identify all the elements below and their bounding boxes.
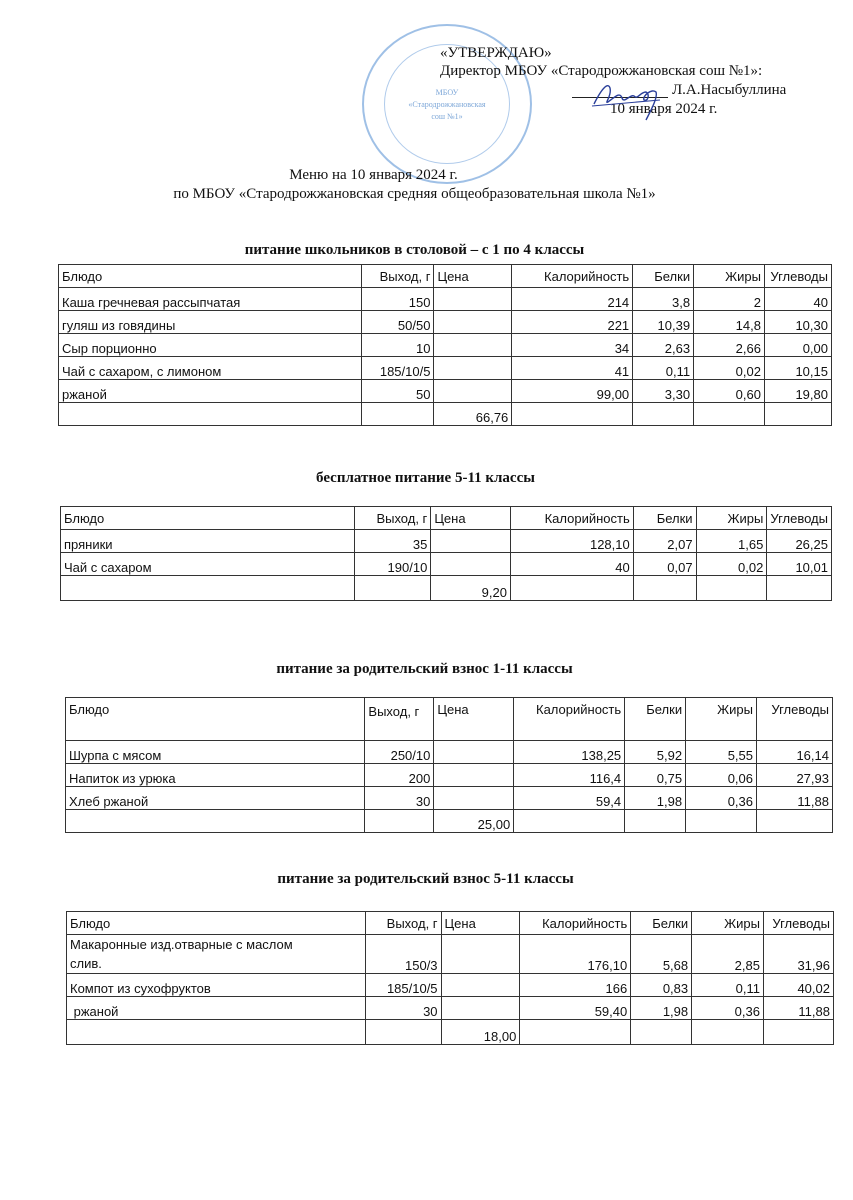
dish-name: ржаной <box>67 997 366 1020</box>
carbs-value: 10,30 <box>764 311 831 334</box>
column-header-carbs: Углеводы <box>757 698 833 741</box>
protein-value: 3,8 <box>633 288 694 311</box>
table-header-row <box>66 698 833 741</box>
column-header-fat: Жиры <box>694 265 765 288</box>
table-row <box>66 787 833 810</box>
table-header-row <box>61 507 832 530</box>
protein-value: 2,63 <box>633 334 694 357</box>
price-value <box>441 974 520 997</box>
column-header-carbs: Углеводы <box>764 265 831 288</box>
empty-cell <box>763 1020 833 1045</box>
calories-value: 138,25 <box>514 741 625 764</box>
stamp-text-line: «Стародрожжановская <box>408 100 486 109</box>
calories-value: 176,10 <box>520 935 631 974</box>
calories-value: 128,10 <box>510 530 633 553</box>
signature-icon <box>590 78 670 123</box>
column-header-price: Цена <box>434 265 512 288</box>
fat-value: 2,85 <box>692 935 764 974</box>
column-header-price: Цена <box>431 507 511 530</box>
column-header-protein: Белки <box>631 912 692 935</box>
empty-cell <box>625 810 686 833</box>
table-header-row <box>67 912 834 935</box>
section-title <box>0 242 853 259</box>
price-value <box>434 334 512 357</box>
yield-value: 190/10 <box>355 553 431 576</box>
menu-table-parent-1-11 <box>65 697 833 833</box>
column-header-calories: Калорийность <box>510 507 633 530</box>
section-title-text: бесплатное питание 5-11 классы <box>316 470 535 486</box>
section-title-text: питание за родительский взнос 5-11 классы <box>277 871 574 887</box>
price-value <box>434 741 514 764</box>
table-row <box>67 974 834 997</box>
fat-value: 0,36 <box>692 997 764 1020</box>
dish-name: Компот из сухофруктов <box>67 974 366 997</box>
price-value <box>431 553 511 576</box>
dish-name: Каша гречневая рассыпчатая <box>59 288 362 311</box>
carbs-value: 40,02 <box>763 974 833 997</box>
protein-value: 0,07 <box>633 553 696 576</box>
empty-cell <box>633 403 694 426</box>
fat-value: 0,06 <box>686 764 757 787</box>
column-header-dish: Блюдо <box>59 265 362 288</box>
column-header-yield: Выход, г <box>355 507 431 530</box>
dish-name: Чай с сахаром <box>61 553 355 576</box>
carbs-value: 10,01 <box>767 553 832 576</box>
total-row <box>61 576 832 601</box>
empty-cell <box>59 403 362 426</box>
carbs-value: 16,14 <box>757 741 833 764</box>
fat-value: 5,55 <box>686 741 757 764</box>
table-row <box>66 764 833 787</box>
price-value <box>434 357 512 380</box>
column-header-dish: Блюдо <box>61 507 355 530</box>
empty-cell <box>510 576 633 601</box>
calories-value: 166 <box>520 974 631 997</box>
table-row <box>59 288 832 311</box>
menu-title-text: Меню на 10 января 2024 г. <box>289 167 458 183</box>
protein-value: 0,75 <box>625 764 686 787</box>
calories-value: 214 <box>512 288 633 311</box>
menu-table-grades-1-4 <box>58 264 832 426</box>
column-header-fat: Жиры <box>696 507 767 530</box>
total-price: 9,20 <box>431 576 511 601</box>
dish-name: Напиток из урюка <box>66 764 365 787</box>
yield-value: 200 <box>365 764 434 787</box>
section-title <box>0 470 853 487</box>
column-header-calories: Калорийность <box>514 698 625 741</box>
table-row <box>61 530 832 553</box>
dish-name: Хлеб ржаной <box>66 787 365 810</box>
column-header-fat: Жиры <box>686 698 757 741</box>
section-title <box>0 661 853 678</box>
empty-cell <box>361 403 434 426</box>
dish-name: пряники <box>61 530 355 553</box>
price-value <box>434 288 512 311</box>
dish-name: Сыр порционно <box>59 334 362 357</box>
dish-name: Шурпа с мясом <box>66 741 365 764</box>
section-title <box>0 871 853 888</box>
price-value <box>434 787 514 810</box>
yield-value: 150 <box>361 288 434 311</box>
yield-value: 185/10/5 <box>365 974 441 997</box>
total-price: 18,00 <box>441 1020 520 1045</box>
fat-value: 0,02 <box>694 357 765 380</box>
empty-cell <box>365 810 434 833</box>
empty-cell <box>757 810 833 833</box>
fat-value: 2 <box>694 288 765 311</box>
carbs-value: 10,15 <box>764 357 831 380</box>
table-row <box>59 357 832 380</box>
column-header-dish: Блюдо <box>67 912 366 935</box>
total-row <box>59 403 832 426</box>
yield-value: 35 <box>355 530 431 553</box>
calories-value: 34 <box>512 334 633 357</box>
empty-cell <box>631 1020 692 1045</box>
empty-cell <box>61 576 355 601</box>
total-price: 25,00 <box>434 810 514 833</box>
empty-cell <box>692 1020 764 1045</box>
carbs-value: 26,25 <box>767 530 832 553</box>
carbs-value: 0,00 <box>764 334 831 357</box>
carbs-value: 11,88 <box>763 997 833 1020</box>
dish-name: ржаной <box>59 380 362 403</box>
fat-value: 14,8 <box>694 311 765 334</box>
fat-value: 0,02 <box>696 553 767 576</box>
price-value <box>434 311 512 334</box>
carbs-value: 11,88 <box>757 787 833 810</box>
table-row <box>59 334 832 357</box>
dish-name: Чай с сахаром, с лимоном <box>59 357 362 380</box>
stamp-text-line: МБОУ <box>435 88 459 97</box>
column-header-yield: Выход, г <box>365 912 441 935</box>
carbs-value: 31,96 <box>763 935 833 974</box>
protein-value: 5,68 <box>631 935 692 974</box>
dish-name-line2: слив. <box>70 956 102 971</box>
protein-value: 2,07 <box>633 530 696 553</box>
table-row <box>66 741 833 764</box>
table-row <box>59 311 832 334</box>
carbs-value: 27,93 <box>757 764 833 787</box>
empty-cell <box>694 403 765 426</box>
total-price: 66,76 <box>434 403 512 426</box>
yield-value: 30 <box>365 787 434 810</box>
empty-cell <box>633 576 696 601</box>
protein-value: 0,11 <box>633 357 694 380</box>
column-header-yield: Выход, г <box>365 698 434 741</box>
yield-value: 50/50 <box>361 311 434 334</box>
protein-value: 0,83 <box>631 974 692 997</box>
column-header-dish: Блюдо <box>66 698 365 741</box>
yield-value: 30 <box>365 997 441 1020</box>
calories-value: 59,4 <box>514 787 625 810</box>
fat-value: 2,66 <box>694 334 765 357</box>
protein-value: 1,98 <box>625 787 686 810</box>
fat-value: 0,36 <box>686 787 757 810</box>
menu-table-free-5-11 <box>60 506 832 601</box>
calories-value: 116,4 <box>514 764 625 787</box>
table-row <box>67 997 834 1020</box>
protein-value: 3,30 <box>633 380 694 403</box>
column-header-calories: Калорийность <box>512 265 633 288</box>
column-header-protein: Белки <box>625 698 686 741</box>
section-title-text: питание за родительский взнос 1-11 классы <box>276 661 573 677</box>
fat-value: 0,60 <box>694 380 765 403</box>
yield-value: 50 <box>361 380 434 403</box>
price-value <box>441 997 520 1020</box>
empty-cell <box>365 1020 441 1045</box>
table-row <box>59 380 832 403</box>
fat-value: 1,65 <box>696 530 767 553</box>
empty-cell <box>66 810 365 833</box>
dish-name <box>67 935 366 974</box>
column-header-yield: Выход, г <box>361 265 434 288</box>
carbs-value: 19,80 <box>764 380 831 403</box>
column-header-fat: Жиры <box>692 912 764 935</box>
school-subtitle <box>0 186 853 203</box>
empty-cell <box>520 1020 631 1045</box>
stamp-text-line: сош №1» <box>431 112 463 121</box>
calories-value: 59,40 <box>520 997 631 1020</box>
empty-cell <box>686 810 757 833</box>
school-subtitle-text: по МБОУ «Стародрожжановская средняя общеобразовательная школа №1» <box>173 186 656 202</box>
protein-value: 1,98 <box>631 997 692 1020</box>
protein-value: 10,39 <box>633 311 694 334</box>
signatory-name: Л.А.Насыбуллина <box>672 82 787 98</box>
column-header-carbs: Углеводы <box>767 507 832 530</box>
price-value <box>441 935 520 974</box>
total-row <box>67 1020 834 1045</box>
menu-title <box>0 167 853 184</box>
menu-table-parent-5-11 <box>66 911 834 1045</box>
dish-name: гуляш из говядины <box>59 311 362 334</box>
price-value <box>434 380 512 403</box>
protein-value: 5,92 <box>625 741 686 764</box>
approval-date: 10 января 2024 г. <box>610 101 718 117</box>
empty-cell <box>767 576 832 601</box>
table-header-row <box>59 265 832 288</box>
approval-label: «УТВЕРЖДАЮ» <box>440 45 552 61</box>
yield-value: 150/3 <box>365 935 441 974</box>
carbs-value: 40 <box>764 288 831 311</box>
empty-cell <box>764 403 831 426</box>
column-header-protein: Белки <box>633 265 694 288</box>
column-header-protein: Белки <box>633 507 696 530</box>
column-header-price: Цена <box>434 698 514 741</box>
empty-cell <box>696 576 767 601</box>
calories-value: 99,00 <box>512 380 633 403</box>
empty-cell <box>514 810 625 833</box>
yield-value: 185/10/5 <box>361 357 434 380</box>
calories-value: 41 <box>512 357 633 380</box>
director-line: Директор МБОУ «Стародрожжановская сош №1»: <box>440 63 763 79</box>
calories-value: 221 <box>512 311 633 334</box>
yield-value: 250/10 <box>365 741 434 764</box>
calories-value: 40 <box>510 553 633 576</box>
empty-cell <box>355 576 431 601</box>
dish-name-line1: Макаронные изд.отварные с маслом <box>70 937 293 952</box>
empty-cell <box>67 1020 366 1045</box>
column-header-carbs: Углеводы <box>763 912 833 935</box>
empty-cell <box>512 403 633 426</box>
fat-value: 0,11 <box>692 974 764 997</box>
column-header-calories: Калорийность <box>520 912 631 935</box>
total-row <box>66 810 833 833</box>
section-title-text: питание школьников в столовой – с 1 по 4 классы <box>244 242 585 258</box>
table-row <box>67 935 834 974</box>
table-row <box>61 553 832 576</box>
price-value <box>431 530 511 553</box>
price-value <box>434 764 514 787</box>
column-header-price: Цена <box>441 912 520 935</box>
yield-value: 10 <box>361 334 434 357</box>
